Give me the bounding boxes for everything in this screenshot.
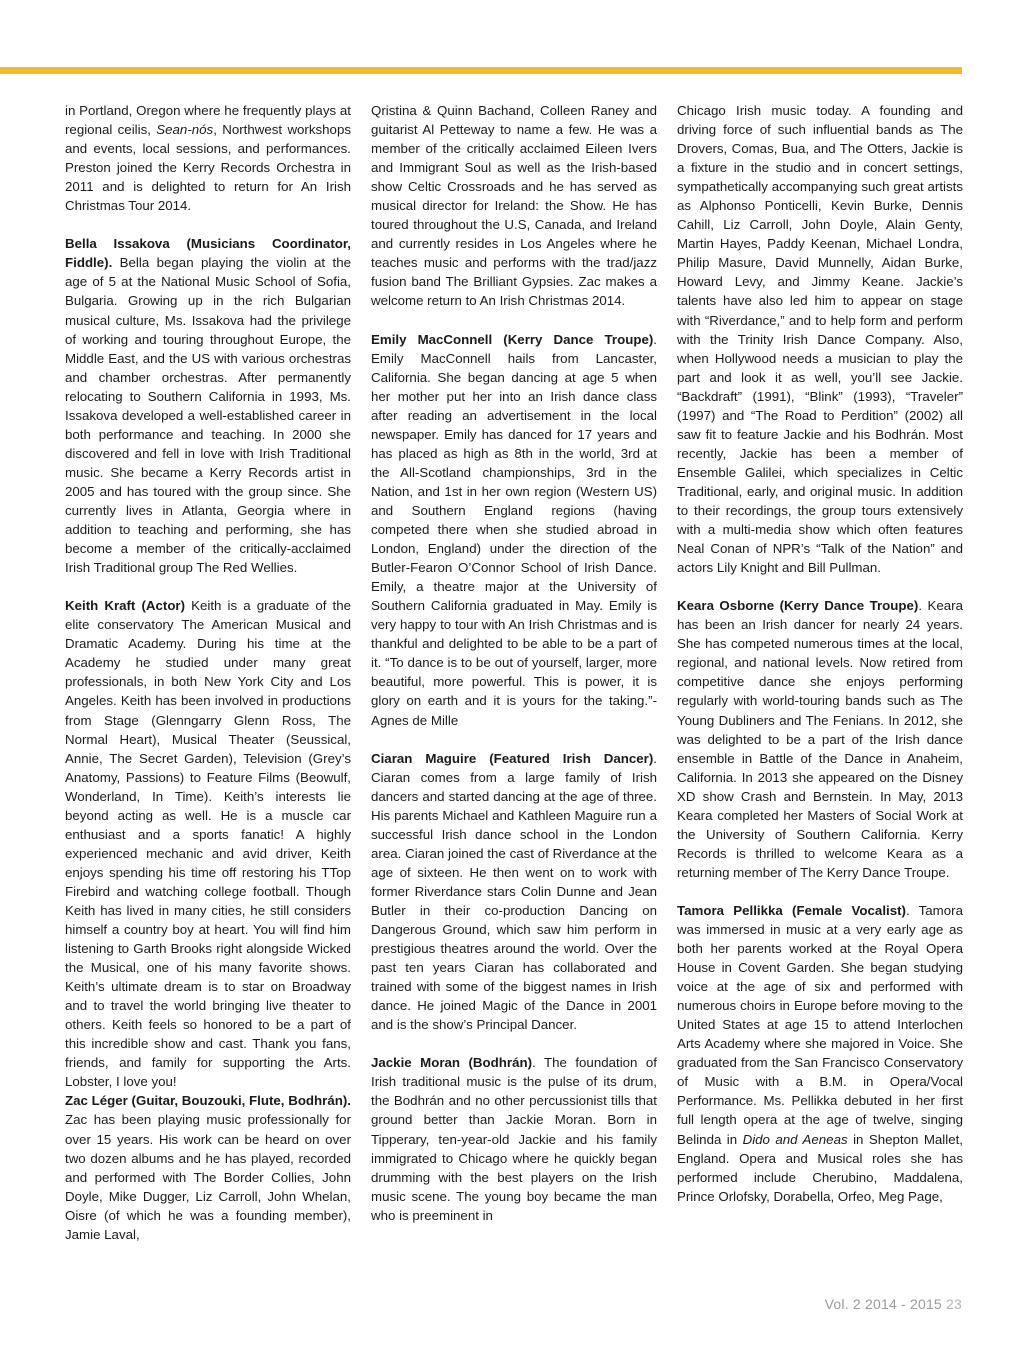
bio-body: . Tamora was immersed in music at a very early age as both her parents worked at the Royal Opera House in Covent Garden. She began studying voice at the age of six and performed with numerous choirs in Europe before moving to the United States at age 15 to attend Interlochen Arts Academy where she majored in Voice. She graduated from the San Francisco Conservatory of Music with a B.M. in Opera/Vocal Performance. Ms. Pellikka debuted in her first full length opera at the age of twelve, singing Belinda in xyxy=(677,902,963,1147)
bio-body: Zac has been playing music professionally for over 15 years. His work can be heard on over two dozen albums and he has played, recorded and performed with The Border Collies, John Doyle, Mike Dugger, Liz Carroll, John Whelan, Oisre (of which he was a founding member), Jamie Laval, xyxy=(65,1112,351,1242)
bio-heading: Jackie Moran (Bodhrán) xyxy=(371,1055,533,1071)
bio-jackie-moran-continued: Chicago Irish music today. A founding and driving force of such influential bands as The Drovers, Comas, Bua, and The Otters, Jackie is a fixture in the studio and in concert settings, sympathetically accompanying such great artists as Alphonso Ponticelli, Kevin Burke, Dennis Cahill, Liz Carroll, John Doyle, Alain Genty, Martin Hayes, Paddy Keenan, Michael Londra, Philip Masure, David Munnelly, Aidan Burke, Howard Levy, and Jimmy Keane. Jackie’s talents have also led him to appear on stage with “Riverdance,” and to help form and perform with the Trinity Irish Dance Company. Also, when Hollywood needs a musician to play the part and look it as well, you’ll see Jackie. “Backdraft” (1991), “Blink” (1993), “Traveler” (1997) and “The Road to Perdition” (2002) all saw fit to feature Jackie and his Bodhrán. Most recently, Jackie has been a member of Ensemble Galilei, which specializes in Celtic Traditional, early, and original music. In addition to their recordings, the group tours extensively with a multi-media show which often features Neal Conan of NPR’s “Talk of the Nation” and actors Lily Knight and Bill Pullman. xyxy=(677,103,963,576)
bio-jackie-moran xyxy=(371,1053,657,1224)
top-accent-rule xyxy=(0,67,962,74)
bio-bella-issakova xyxy=(65,234,351,577)
text-column-3 xyxy=(677,101,963,1225)
bio-body: . Keara has been an Irish dancer for nearly 24 years. She has competed numerous times at the local, regional, and national levels. Now retired from competitive dance she enjoys performing regularly with world-touring bands such as The Young Dubliners and The Fenians. In 2012, she was delighted to be a part of the Irish dance ensemble in Battle of the Dance in Anaheim, California. In 2013 she appeared on the Disney XD show Crash and Bernstein. In May, 2013 Keara completed her Masters of Social Work at the University of Southern California. Kerry Records is thrilled to welcome Keara as a returning member of The Kerry Dance Troupe. xyxy=(677,598,964,880)
bio-body: Keith is a graduate of the elite conservatory The American Musical and Dramatic Academy. During his time at the Academy he studied under many great professionals, in both New York City and Los Angeles. Keith has been involved in productions from Stage (Glenngarry Glenn Ross, The Normal Heart), Musical Theater (Seussical, Annie, The Secret Garden), Television (Grey’s Anatomy, Passions) to Feature Films (Beowulf, Wonderland, In Time). Keith’s interests lie beyond acting as well. He is a muscle car enthusiast and a sports fanatic! A highly experienced mechanic and avid driver, Keith enjoys spending his time off restoring his TTop Firebird and watching college football. Though Keith has lived in many cities, he still considers himself a country boy at heart. You will find him listening to Garth Brooks right alongside Wicked the Musical, one of his many favorite shows. Keith’s ultimate dream is to star on Broadway and to travel the world bringing live theater to others. Keith feels so honored to be a part of this incredible show and cast. Thank you fans, friends, and family for supporting the Arts. Lobster, I love you! xyxy=(65,598,351,1090)
bio-heading: Keith Kraft (Actor) xyxy=(65,598,186,614)
bio-keith-kraft xyxy=(65,596,351,1091)
bio-emily-macconnell xyxy=(371,330,657,730)
text-column-2 xyxy=(371,101,657,1244)
bio-tamora-pellikka: Tamora Pellikka (Female Vocalist). Tamora was immersed in music at a very early age as both her parents worked at the Royal Opera House in Covent Garden. She began studying voice at the age of six and performed with numerous choirs in Europe before moving to the United States at age 15 to attend Interlochen Arts Academy where she majored in Voice. She graduated from the San Francisco Conservatory of Music with a B.M. in Opera/Vocal Performance. Ms. Pellikka debuted in her first full length opera at the age of twelve, singing Belinda in Dido and Aeneas in Shepton Mallet, England. Opera and Musical roles she has performed include Cherubino, Maddalena, Prince Orlofsky, Dorabella, Orfeo, Meg Page, xyxy=(677,902,963,1204)
bio-heading: Bella Issakova (Musicians Coordinator, Fiddle). xyxy=(65,236,351,271)
bio-body: . Emily MacConnell hails from Lancaster, California. She began dancing at age 5 when her mother put her into an Irish dance class after reading an advertisement in the local newspaper. Emily has danced for 17 years and has placed as high as 8th in the world, 3rd at the All-Scotland championships, 3rd in the Nation, and 1st in her own region (Western US) and Southern England regions (having competed there when she studied abroad in London, England) under the direction of the Butler-Fearon O’Connor School of Irish Dance. Emily, a theatre major at the University of Southern California graduated in May. Emily is very happy to tour with An Irish Christmas and is thankful and delighted to be able to be a part of it. “To dance is to be out of yourself, larger, more beautiful, more powerful. This is power, it is glory on earth and it is yours for the taking.”- Agnes de Mille xyxy=(371,331,657,728)
bio-keara-osborne xyxy=(677,596,963,882)
bio-heading: Keara Osborne (Kerry Dance Troupe) xyxy=(677,598,919,614)
sean-nos-term: Sean-nós xyxy=(156,122,214,138)
bio-body: Bella began playing the violin at the age of 5 at the National Music School of Sofia, Bulgaria. Growing up in the rich Bulgarian musical culture, Ms. Issakova had the privilege of working and touring throughout Europe, the Middle East, and the US with various orchestras and chamber orchestras. After permanently relocating to Southern California in 1993, Ms. Issakova developed a well-established career in both performance and teaching. In 2000 she discovered and fell in love with Irish Traditional music. She became a Kerry Records artist in 2005 and has toured with the group since. She currently lives in Atlanta, Georgia where in addition to teaching and performing, she has become a member of the critically-acclaimed Irish Traditional group The Red Wellies. xyxy=(65,255,351,576)
bio-ciaran-maguire xyxy=(371,749,657,1035)
bio-zac-leger-continued: Qristina & Quinn Bachand, Colleen Raney and guitarist Al Petteway to name a few. He was a member of the critically acclaimed Eileen Ivers and Immigrant Soul as well as the Irish-based show Celtic Crossroads and he has served as musical director for Ireland: the Show. He has toured throughout the U.S, Canada, and Ireland and currently resides in Los Angeles where he teaches music and performs with the trad/jazz fusion band The Brilliant Gypsies. Zac makes a welcome return to An Irish Christmas 2014. xyxy=(371,103,657,309)
text-column-1 xyxy=(65,101,351,1263)
bio-heading: Tamora Pellikka (Female Vocalist) xyxy=(677,902,906,918)
bio-body: . The foundation of Irish traditional music is the pulse of its drum, the Bodhrán and no other percussionist tills that ground better than Jackie Moran. Born in Tipperary, ten-year-old Jackie and his family immigrated to Chicago where he quickly began drumming with the best players on the Irish music scene. The young boy became the man who is preeminent in xyxy=(371,1055,658,1223)
bio-heading: Emily MacConnell (Kerry Dance Troupe) xyxy=(371,331,654,347)
volume-label: Vol. 2 2014 - 2015 xyxy=(824,1296,942,1312)
bio-zac-leger xyxy=(65,1091,351,1243)
page-number: 23 xyxy=(946,1296,962,1312)
bio-body: . Ciaran comes from a large family of Irish dancers and started dancing at the age of three. His parents Michael and Kathleen Maguire run a successful Irish dance school in the London area. Ciaran joined the cast of Riverdance at the age of sixteen. He then went on to work with former Riverdance stars Colin Dunne and Jean Butler in their co-production Dancing on Dangerous Ground, which saw him perform in prestigious theatres around the world. Over the past ten years Ciaran has collaborated and trained with some of the biggest names in Irish dance. He joined Magic of the Dance in 2001 and is the show’s Principal Dancer. xyxy=(371,750,657,1033)
page-footer xyxy=(825,1296,962,1312)
preston-bio-end: in Portland, Oregon where he frequently plays at regional ceilis, Sean-nós, Northwest workshops and events, local sessions, and performances. Preston joined the Kerry Records Orchestra in 2011 and is delighted to return for An Irish Christmas Tour 2014. xyxy=(65,103,351,214)
bio-heading: Zac Léger (Guitar, Bouzouki, Flute, Bodhrán). xyxy=(65,1093,351,1109)
bio-heading: Ciaran Maguire (Featured Irish Dancer) xyxy=(371,750,654,766)
opera-title: Dido and Aeneas xyxy=(742,1131,848,1147)
